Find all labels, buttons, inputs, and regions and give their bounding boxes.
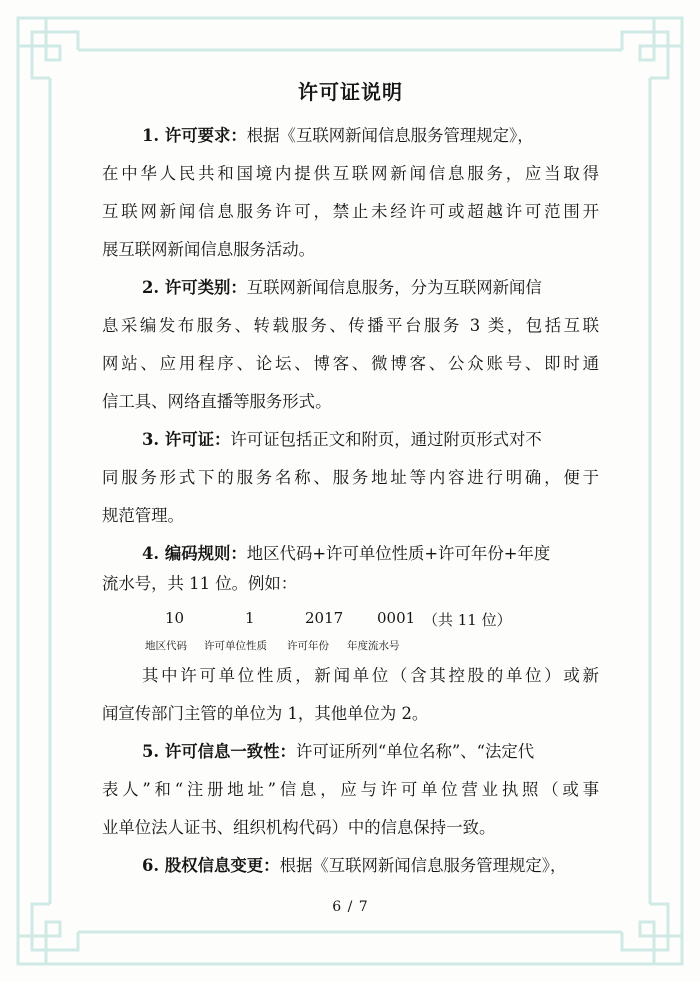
section-2-line-4: 信工具、网络直播等服务形式。 [102, 392, 332, 411]
section-1-line-1: 1. 许可要求：根据《互联网新闻信息服务管理规定》， [142, 126, 534, 145]
section-3-line-3: 规范管理。 [102, 506, 184, 525]
code-serial: 0001 [377, 609, 416, 627]
section-1-line-4: 展互联网新闻信息服务活动。 [102, 240, 316, 259]
section-1-heading: 1. 许可要求： [142, 126, 247, 145]
code-area: 10 [165, 609, 185, 627]
section-5-line-2: 表人”和“注册地址”信息，应与许可单位营业执照（或事 [102, 780, 599, 799]
page-number: 6 / 7 [332, 899, 369, 915]
label-year: 许可年份 [287, 640, 329, 652]
code-note: （共 11 位） [423, 611, 512, 629]
label-serial: 年度流水号 [347, 640, 400, 652]
page-title: 许可证说明 [298, 80, 403, 104]
section-3-heading: 3. 许可证： [142, 430, 231, 449]
code-unit-type: 1 [245, 609, 255, 627]
section-6-line-1: 6. 股权信息变更：根据《互联网新闻信息服务管理规定》， [142, 856, 567, 875]
section-2-line-1: 2. 许可类别：互联网新闻信息服务，分为互联网新闻信 [142, 278, 542, 297]
section-4-para2-line-1: 其中许可单位性质，新闻单位（含其控股的单位）或新 [142, 666, 599, 685]
section-3-line-2: 同服务形式下的服务名称、服务地址等内容进行明确，便于 [102, 468, 599, 487]
section-5-heading: 5. 许可信息一致性： [142, 742, 296, 761]
section-4-para2-line-2: 闻宣传部门主管的单位为 1，其他单位为 2。 [102, 704, 429, 723]
section-4-line-1: 4. 编码规则：地区代码+许可单位性质+许可年份+年度 [142, 544, 551, 563]
section-5-line-3: 业单位法人证书、组织机构代码）中的信息保持一致。 [102, 818, 496, 837]
section-2-heading: 2. 许可类别： [142, 278, 247, 297]
document-body [102, 0, 599, 982]
code-year: 2017 [305, 609, 344, 627]
section-2-line-2: 息采编发布服务、转载服务、传播平台服务 3 类，包括互联 [102, 316, 599, 335]
section-6-heading: 6. 股权信息变更： [142, 856, 280, 875]
section-4-heading: 4. 编码规则： [142, 544, 247, 563]
section-1-line-3: 互联网新闻信息服务许可，禁止未经许可或超越许可范围开 [102, 202, 599, 221]
label-area-code: 地区代码 [145, 640, 187, 652]
section-4-line-2: 流水号，共 11 位。例如： [102, 574, 298, 593]
section-2-line-3: 网站、应用程序、论坛、博客、微博客、公众账号、即时通 [102, 354, 599, 373]
section-1-line-2: 在中华人民共和国境内提供互联网新闻信息服务，应当取得 [102, 164, 599, 183]
section-3-line-1: 3. 许可证：许可证包括正文和附页，通过附页形式对不 [142, 430, 542, 449]
section-5-line-1: 5. 许可信息一致性：许可证所列“单位名称”、“法定代 [142, 742, 535, 761]
label-unit-type: 许可单位性质 [204, 640, 267, 652]
